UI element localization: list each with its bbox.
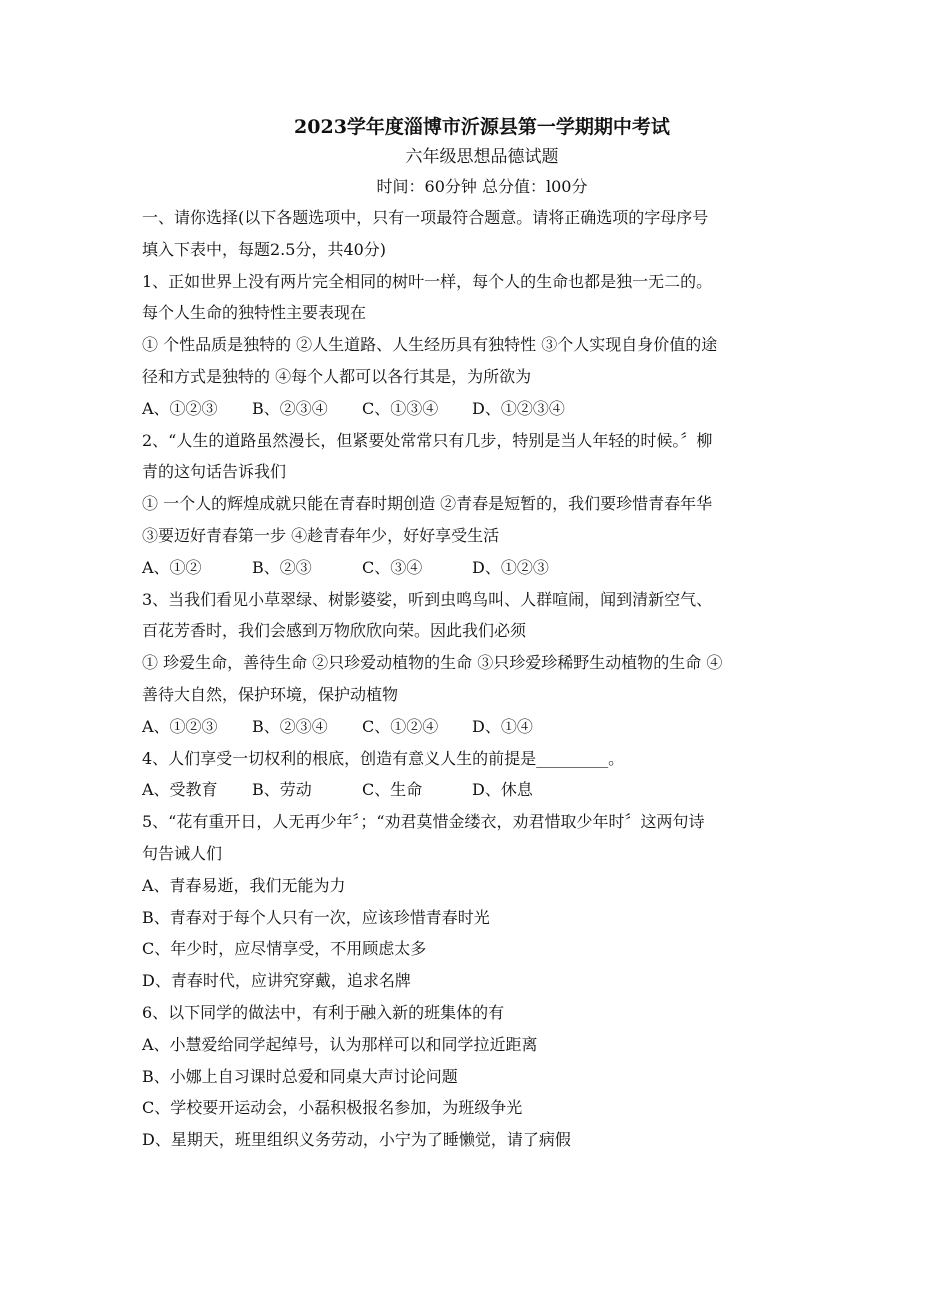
question-1-stem: 每个人生命的独特性主要表现在 (142, 303, 367, 323)
option-c: C、③④ (362, 557, 423, 577)
option-a: A、小慧爱给同学起绰号，认为那样可以和同学拉近距离 (142, 1034, 538, 1054)
option-d: D、①④ (472, 716, 533, 736)
option-c: C、学校要开运动会，小磊积极报名参加，为班级争光 (142, 1098, 523, 1118)
option-a: A、①② (142, 557, 202, 577)
exam-title: 2023学年度淄博市沂源县第一学期期中考试 (294, 116, 670, 138)
option-d: D、①②③④ (472, 398, 565, 418)
question-2-stem: 2、“人生的道路虽然漫长，但紧要处常常只有几步，特别是当人年轻的时候。〞柳 (142, 430, 713, 450)
exam-subtitle: 六年级思想品德试题 (405, 147, 559, 167)
exam-meta: 时间：60分钟 总分值：l00分 (376, 177, 588, 196)
option-b: B、②③ (252, 557, 312, 577)
option-d: D、①②③ (472, 557, 549, 577)
option-d: D、休息 (472, 780, 533, 800)
question-2-items: ③要迈好青春第一步 ④趁青春年少，好好享受生活 (142, 525, 500, 545)
option-a: A、①②③ (142, 398, 218, 418)
question-1-options (142, 393, 814, 425)
question-2-items: ① 一个人的辉煌成就只能在青春时期创造 ②青春是短暂的，我们要珍惜青春年华 (142, 494, 713, 514)
option-c: C、年少时，应尽情享受，不用顾虑太多 (142, 939, 427, 959)
option-c: C、生命 (362, 780, 423, 800)
question-4-options (142, 774, 814, 806)
question-4-stem: 4、人们享受一切权利的根底，创造有意义人生的前提是_________。 (142, 748, 625, 768)
option-c: C、①③④ (362, 398, 439, 418)
question-1-items: 径和方式是独特的 ④每个人都可以各行其是，为所欲为 (142, 366, 532, 386)
question-6-stem: 6、以下同学的做法中，有利于融入新的班集体的有 (142, 1002, 505, 1022)
option-b: B、青春对于每个人只有一次，应该珍惜青春时光 (142, 907, 490, 927)
question-2-options (142, 552, 814, 584)
question-3-stem: 3、当我们看见小草翠绿、树影婆娑，听到虫鸣鸟叫、人群喧闹，闻到清新空气、 (142, 589, 713, 609)
question-5-stem: 5、“花有重开日，人无再少年〞；“劝君莫惜金缕衣，劝君惜取少年时〞这两句诗 (142, 812, 705, 832)
exam-page (142, 112, 814, 1156)
question-3-items: 善待大自然，保护环境，保护动植物 (142, 684, 399, 704)
option-a: A、①②③ (142, 716, 218, 736)
option-b: B、②③④ (252, 716, 328, 736)
question-2-stem: 青的这句话告诉我们 (142, 462, 287, 482)
section-intro-line: 一、请你选择(以下各题选项中，只有一项最符合题意。请将正确选项的字母序号 (142, 208, 709, 227)
option-a: A、青春易逝，我们无能为力 (142, 875, 346, 895)
option-a: A、受教育 (142, 780, 218, 800)
section-intro-line: 填入下表中，每题2.5分，共40分) (142, 239, 387, 259)
option-b: B、②③④ (252, 398, 328, 418)
option-d: D、星期天，班里组织义务劳动，小宁为了睡懒觉，请了病假 (142, 1130, 571, 1150)
option-d: D、青春时代，应讲究穿戴，追求名牌 (142, 971, 411, 991)
option-c: C、①②④ (362, 716, 439, 736)
question-1-stem: 1、正如世界上没有两片完全相同的树叶一样，每个人的生命也都是独一无二的。 (142, 271, 713, 291)
question-3-stem: 百花芳香时，我们会感到万物欣欣向荣。因此我们必须 (142, 621, 527, 641)
option-b: B、劳动 (252, 780, 312, 800)
question-5-stem: 句告诫人们 (142, 843, 223, 863)
question-1-items: ① 个性品质是独特的 ②人生道路、人生经历具有独特性 ③个人实现自身价值的途 (142, 335, 718, 355)
question-3-items: ① 珍爱生命，善待生命 ②只珍爱动植物的生命 ③只珍爱珍稀野生动植物的生命 ④ (142, 653, 723, 673)
option-b: B、小娜上自习课时总爱和同桌大声讨论问题 (142, 1066, 458, 1086)
question-3-options (142, 711, 814, 743)
